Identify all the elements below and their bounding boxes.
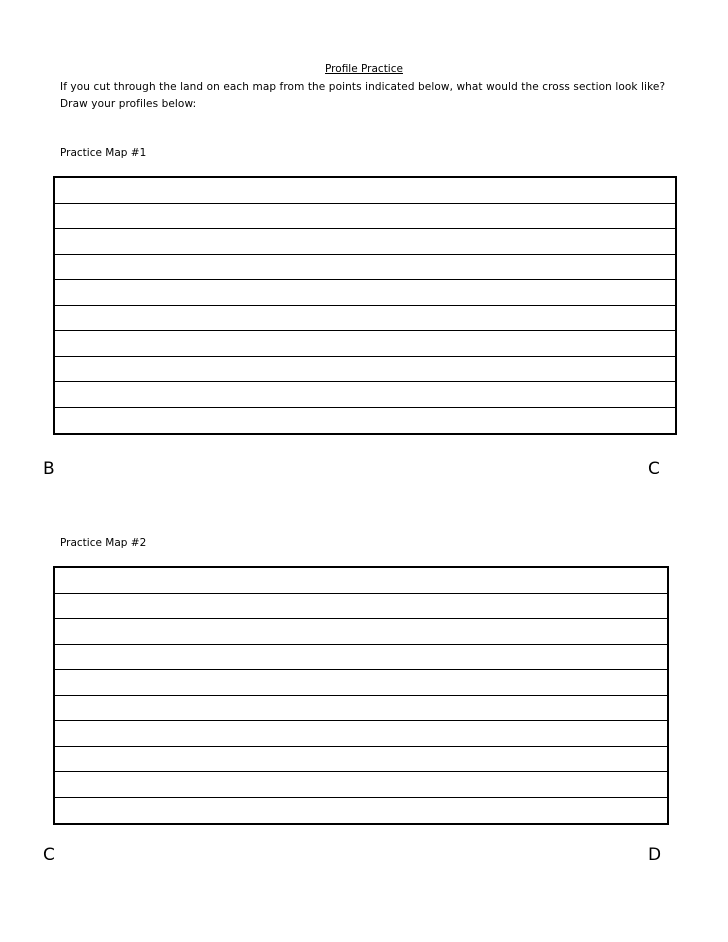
grid-row[interactable]	[55, 280, 675, 306]
grid-row[interactable]	[55, 204, 675, 230]
grid-row[interactable]	[55, 408, 675, 434]
map-2-left-point: C	[43, 845, 55, 865]
grid-row[interactable]	[55, 331, 675, 357]
document-title	[0, 63, 728, 75]
grid-row[interactable]	[55, 645, 667, 671]
grid-row[interactable]	[55, 747, 667, 773]
grid-row[interactable]	[55, 357, 675, 383]
map-2-right-point: D	[648, 845, 662, 865]
grid-row[interactable]	[55, 696, 667, 722]
grid-row[interactable]	[55, 619, 667, 645]
instructions-text: If you cut through the land on each map from the points indicated below, what would the cross section look like? Draw your profiles below:	[60, 81, 666, 110]
grid-row[interactable]	[55, 798, 667, 824]
grid-row[interactable]	[55, 568, 667, 594]
grid-row[interactable]	[55, 772, 667, 798]
map-1-right-point: C	[648, 459, 660, 479]
grid-row[interactable]	[55, 670, 667, 696]
grid-row[interactable]	[55, 306, 675, 332]
document-title-text: Profile Practice	[325, 63, 403, 75]
grid-row[interactable]	[55, 178, 675, 204]
grid-row[interactable]	[55, 382, 675, 408]
map-1-label: Practice Map #1	[60, 147, 147, 159]
map-1-profile-grid[interactable]	[53, 176, 677, 435]
grid-row[interactable]	[55, 721, 667, 747]
map-2-label: Practice Map #2	[60, 537, 147, 549]
grid-row[interactable]	[55, 594, 667, 620]
map-2-profile-grid[interactable]	[53, 566, 669, 825]
map-1-left-point: B	[43, 459, 55, 479]
grid-row[interactable]	[55, 255, 675, 281]
grid-row[interactable]	[55, 229, 675, 255]
